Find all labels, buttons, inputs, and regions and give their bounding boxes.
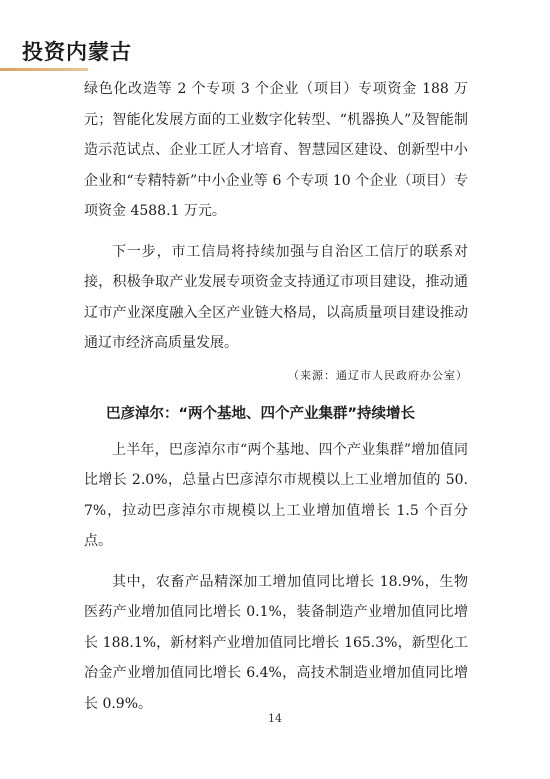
article-body [84,74,468,719]
paragraph-first-half: 上半年，巴彦淖尔市“两个基地、四个产业集群”增加值同比增长 2.0%，总量占巴彦淖尔市规模以上工业增加值的 50.7%，拉动巴彦淖尔市规模以上工业增加值增长 1.5 个百分点。 [84,441,468,549]
paragraph-next-steps: 下一步，市工信局将持续加强与自治区工信厅的联系对接，积极争取产业发展专项资金支持通辽市项目建设，推动通辽市产业深度融入全区产业链大格局，以高质量项目建设推动通辽市经济高质量发展。 [84,243,468,351]
paragraph-gap [84,557,468,567]
article-source: （来源：通辽市人民政府办公室） [288,368,468,382]
section-heading: 巴彦淖尔：“两个基地、四个产业集群”持续增长 [106,405,416,422]
magazine-title: 投资内蒙古 [22,40,132,64]
page-number: 14 [268,712,282,725]
paragraph-gap [84,227,468,237]
header-accent-rule [0,68,88,71]
paragraph-breakdown: 其中，农畜产品精深加工增加值同比增长 18.9%，生物医药产业增加值同比增长 0.1%，装备制造产业增加值同比增长 188.1%，新材料产业增加值同比增长 165.3%，新型化工冶金产业增加值同比增长 6.4%，高技术制造业增加值同比增长 0.9%。 [84,573,468,712]
paragraph-continued: 绿色化改造等 2 个专项 3 个企业（项目）专项资金 188 万元；智能化发展方面的工业数字化转型、“机器换人”及智能制造示范试点、企业工匠人才培育、智慧园区建设、创新型中小企业和“专精特新”中小企业等 6 个专项 10 个企业（项目）专项资金 4588.1 万元。 [84,81,468,219]
